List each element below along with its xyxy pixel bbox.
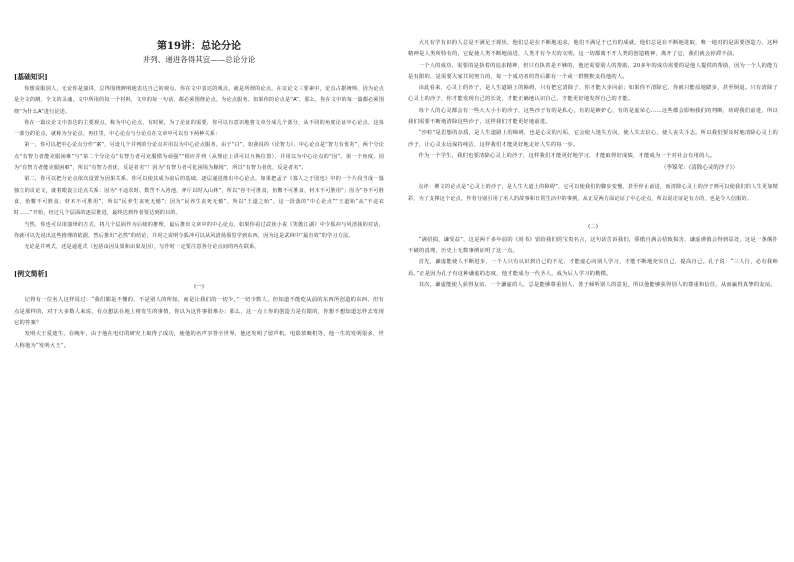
example-paragraph: 首先，谦虚能使人不断进步，一个人只有认识到自己的不足，才能虚心向别人学习，才能不断地充实自己，提高自己。孔子说：“三人行，必有我师焉。”正是因为孔子有这种谦虚的态度，他才能成为一代圣人，成为后人学习的楷模。 — [408, 259, 778, 277]
lesson-subtitle: 并列、递进各得其宜——总论分论 — [142, 55, 256, 64]
basic-knowledge-heading: [基础知识] — [14, 73, 48, 81]
left-column — [14, 0, 384, 562]
example-paragraph: 一个人的成功，需要的是执着的追求精神，但只有执着是不够的，他还需要别人的帮助，20多年的成功需要的是他人提供的帮助，因为一个人的能力是有限的，是需要大家共同努力的，每一个成功者的背后都有一个或一群默默支持他的人。 — [408, 62, 778, 80]
example-paragraph: 其次，谦虚能使人获得友谊，一个谦虚的人，总是能够尊重别人，善于倾听别人的意见，所以他能够获得别人的尊重和信任，从而赢得真挚的友谊。 — [418, 282, 776, 289]
basic-paragraph: 无论是并列式，还是递进式（包括由因及果和由果及因），写作时一定要注意各分论点间的内在联系。 — [24, 244, 260, 251]
basic-paragraph: 第二，你可以把分论点依次设置为因果关系，你可以使其成为前后的基础，逐层递进推出中心论点。如果把孟子《寡人之于国也》中的一个片段当成一篇独立的议论文，就着眼设立论点关系：因为“不违农时、数罟不入洿池，斧斤以时入山林”，所以“谷不可胜食，鱼鳖不可胜食，材木不可胜用”；因为“谷不可胜食，鱼鳖不可胜食，材木不可胜用”，所以“民养生丧死无憾”；因为“民养生丧死无憾”，所以“王道之始”。这一段落的“中心论点”“王道始”从“不违农时……”开始，经过几个层面的逐层推进，最终达到作者要达到的目的。 — [14, 176, 384, 217]
example-paragraph: 由此看来，心灵上的沙子，是人生道路上的障碍，只有把它清除了，你才能大步向前；如果你不清除它，你就只能原地踏步，甚至倒退。只有清除了心灵上的沙子，你才能发现自己的长处，才能正确地认识自己，才能更好地发挥自己的才能。 — [408, 85, 778, 103]
lesson-title: 第19讲：总论分论 — [157, 41, 241, 52]
basic-paragraph: 你想说服别人，无论你是演讲，总得围绕鲜明地表达自己的观点，你在文中表达的观点，就是所谓的论点。在议论文三要素中，论点占据统帅，因为论点是全文的纲，全文的灵魂，文中所用的每一个材料，文中的每一句话，都必须围绕论点。为论点服务。如果你的论点是“A”，那么，你在文中的每一篇都必须围绕“为什么A”进行论述。 — [14, 86, 384, 115]
example-paragraph: “沙粒”是思想的杂质，是人生道路上的障碍，也是心灵的污垢，它会使人迷失方向，使人失去信心，使人丧失斗志。所以我们要及时地清除心灵上的沙子，让心灵永远保持纯洁，这样我们才能更好地走好人生的每一步。 — [408, 130, 778, 148]
example-marker: (二) — [588, 223, 598, 230]
example-paragraph: 记得有一位名人这样说过：“我们都是不懂的，不是别人的所知，而是让我们的一切少，”一切少数人，但知道不能吃从前的东西所创造的东西，但有点是那样的，对于大多数人来说，有点想法在地上将发生的事情，你以为这件事很难办；那么，这一点上你的创造力是有限的，你想不想知道怎样去发现它的答案？ — [14, 297, 384, 327]
right-column — [408, 0, 778, 562]
example-marker: (一) — [194, 284, 204, 291]
basic-paragraph: 第一，你可以把中心论点分作“案”，另设几个并列的分论点并用以为中心论点服务。由于“白”，如我说的《论智力》，中心论点是“智力有优劣”，两个分论点“有智力者能克服困难”与“第二个分论点“有智力者可克服惯为顽强”“相应并列（从理论上讲可以互换位置），并用以为中心论点的“因”。第一个角度，因为“有智力者能克服困难”，所以“有智力者优，反是者劣”！因为“有智力者可化困境为顺境”，所以“有智力者优，反是者劣”。 — [14, 142, 384, 172]
example-paragraph: 发明大王爱迪生，在晚年，由于他在电灯的研究上取得了成功，使他的名声享誉全世界，他还发明了留声机、电影放映机等，他一生的发明很多，世人称他为“发明大王”。 — [14, 331, 384, 349]
example-paragraph: 大凡有学有识的人总是不满足于现状，他们总是在不断地追求，他们不满足于已有的成就，他们总是在不断地进取，唯一地对的是需要创造力，这种精神是人类所特有的，它促使人类不断地前进，人类才有今天的文明。这一切都离不开人类的创造精神，离开了它，我们就会停滞不前。 — [408, 40, 778, 58]
example-source: （李锦荣：《清除心灵的沙子》） — [660, 165, 738, 172]
example-paragraph: 作为一个学生，我们也要清除心灵上的沙子，这样我们才能更好地学习，才能取得好成绩，才能成为一个对社会有用的人。 — [418, 152, 716, 159]
basic-paragraph: 你在一篇议论文中表达的主要观点，称为中心论点，有时候，为了论证的需要，你可以有意识地将文章分成几个部分，从不同的角度论证中心论点，这每一部分的论点，就称为分论点。再往里，中心论点与分论点在文章中可以有下两种关系： — [14, 119, 384, 138]
example-paragraph: 每个人的心灵都会有一些大大小小的沙子，这些沙子有的是私心，有的是嫉妒心，有的是虚荣心……这些都会影响我们的判断，妨碍我们前进，所以我们需要不断地清除这些沙子，这样我们才能更好地前进。 — [408, 107, 778, 126]
example-analysis-heading: [例文简析] — [14, 270, 48, 279]
basic-paragraph: 当然，你也可以用演绎的方式，将几个层面作为后续的推理，最后推出文章中的中心论点，如果你看过武侠小说《笑傲江湖》中令狐冲与风清扬的对话，你就可以先说出这些推理的依据，然后推出“必然”的结论，并用之说明令狐冲可以从风清扬那里学到东西，因为这是武林中“最有效”的学习方法。 — [14, 221, 384, 239]
analysis-paragraph: 点评：例文的论点是“心灵上的沙子，是人生大道上的障碍”，它可以使我们的脚步变慢，甚至停止前进，而清除心灵上的沙子则可以使我们的人生更加精彩。为了支撑这个论点，作者分别引用了名人的故事和日常生活中的事例，从正反两方面论证了中心论点，所以说论证是有力的，也是令人信服的。 — [408, 184, 778, 202]
example-paragraph: “满招损，谦受益”，这是两千多年前的《尚书》留给我们的宝贵名言，这句话告诉我们，骄傲自满会招致损害，谦虚谨慎会得到益处，这是一条颠扑不破的真理，历史上无数事例证明了这一点。 — [408, 236, 778, 255]
